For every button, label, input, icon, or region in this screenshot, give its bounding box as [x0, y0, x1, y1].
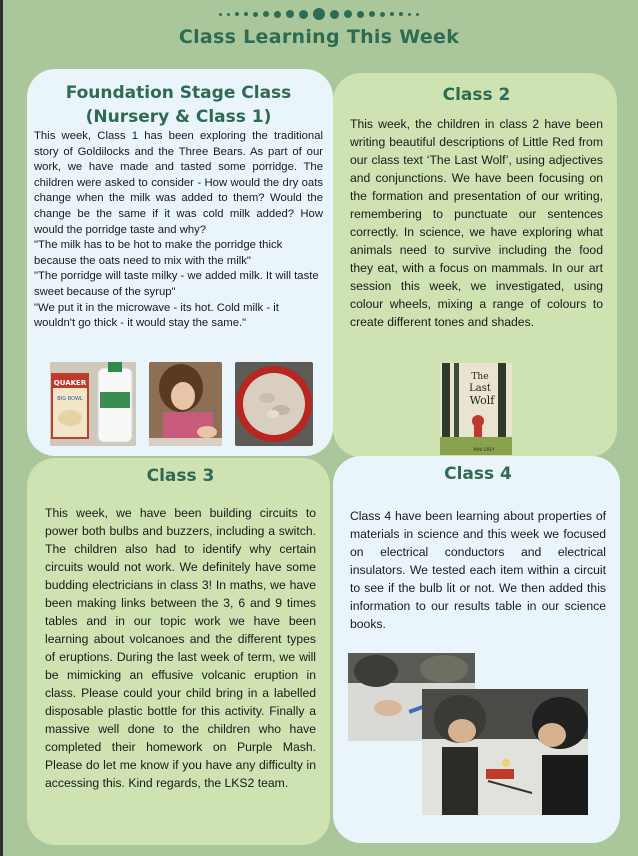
foundation-quote-1: "The milk has to be hot to make the porridge thick because the oats need to mix with the milk"	[34, 239, 283, 267]
foundation-title-line1: Foundation Stage Class	[65, 83, 292, 103]
class-3-title: Class 3	[146, 466, 215, 486]
book-title-2: Last	[469, 383, 491, 394]
circuit-testing-photo-2	[422, 689, 588, 815]
left-edge-border	[0, 0, 3, 856]
foundation-title-line2: (Nursery & Class 1)	[85, 107, 272, 127]
oats-box-sub: BIG BOWL	[57, 396, 83, 402]
decorative-dot-divider	[0, 8, 638, 20]
class-4-body: Class 4 have been learning about properties of materials in science and this week we focused on electrical conductors and electrical insulators. We tested each item within a circuit to see if the bulb lit or not. We then added this information to our results table in our science books.	[350, 509, 606, 631]
foundation-photos	[50, 362, 320, 450]
class-2-title: Class 2	[442, 85, 511, 105]
class-2-body: This week, the children in class 2 have been writing beautiful descriptions of Little Red from our class text ‘The Last Wolf’, using adjectives and conjunctions. We have been focusing on the formation and presentation of our writing, remembering to punctuate our sentences correctly. In science, we have exploring what animals need to survive including the food they eat, with a focus on mammals. In our art session this week, we investigated, using colour wheels, mixing a range of colours to create different tones and shades.	[350, 117, 603, 329]
book-title-1: The	[471, 372, 489, 382]
oats-and-milk-photo	[50, 362, 136, 446]
book-author: MINI GREY	[473, 447, 495, 452]
foundation-body: This week, Class 1 has been exploring the traditional story of Goldilocks and the Three Bears. As part of our work, we have made and tasted some porridge. The children were asked to consider - How would the dry oats change when the milk was added to them? Would the change be the same if it was cold milk added? How would the porridge taste and why?	[34, 130, 323, 236]
foundation-quote-3: "We put it in the microwave - its hot. Cold milk - it wouldn't go thick - it would stay the same."	[34, 301, 279, 330]
class-4-title: Class 4	[444, 464, 512, 484]
porridge-oats-bowl-photo	[235, 362, 313, 446]
oats-box-label: QUAKER	[53, 379, 87, 387]
foundation-quote-2: "The porridge will taste milky - we added milk. It will taste sweet because of the syrup"	[34, 270, 319, 298]
page-title: Class Learning This Week	[178, 26, 460, 48]
class-3-card	[27, 458, 330, 845]
children-cooking-photo	[149, 362, 222, 446]
book-title-3: Wolf	[469, 394, 495, 407]
class-3-body: This week, we have been building circuits to power both bulbs and buzzers, including a switch. The children also had to identify why certain circuits would not work. We definitely have some budding electricians in class 3! In maths, we have been making links between the 3, 6 and 9 times tables and in our topic work we have been learning about volcanoes and the different types of eruptions. During the last week of term, we will be mimicking an effusive volcanic eruption in class. Please could your child bring in a labelled disposable plastic bottle for this activity. Finally a massive well done to the children who have completed their homework on Purple Mash. Please do let me know if you have any difficulty in accessing this. Kind regards, the LKS2 team.	[45, 506, 316, 790]
the-last-wolf-book-cover	[440, 363, 512, 455]
